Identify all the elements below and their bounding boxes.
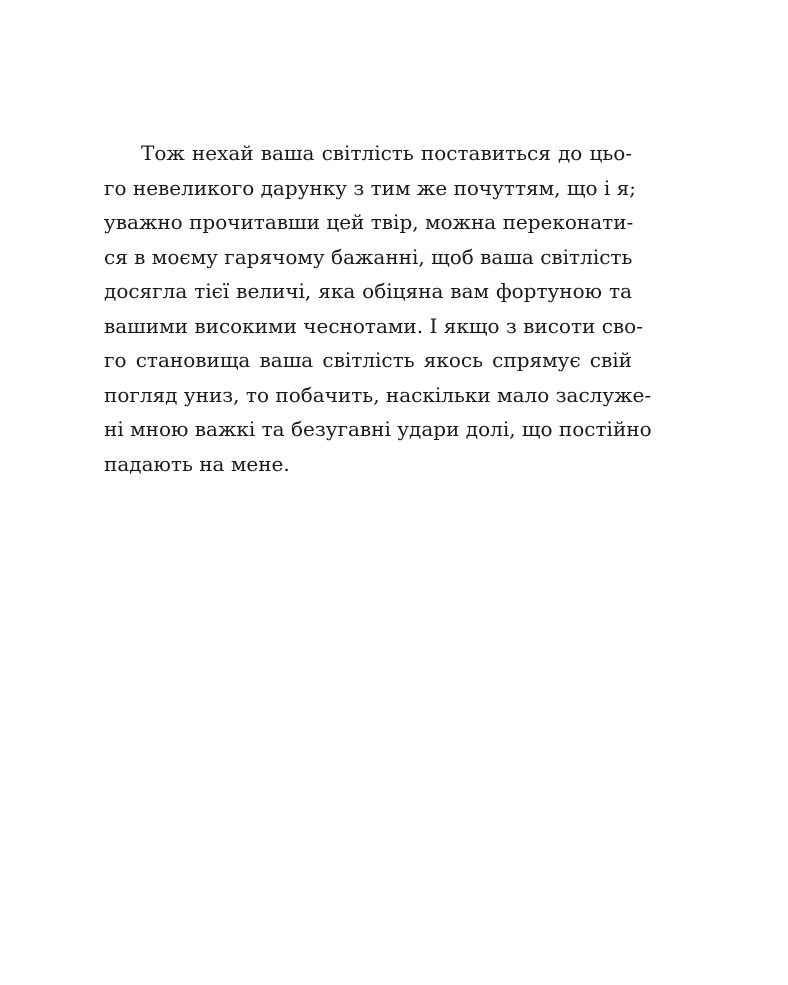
paragraph-line: падають на мене. xyxy=(104,451,290,476)
paragraph-line: ні мною важкі та безугавні удари долі, що постійно xyxy=(104,417,652,441)
paragraph-line: Тож нехай ваша світлість поставиться до цьо- xyxy=(141,141,632,165)
paragraph-line: уважно прочитавши цей твір, можна переконати- xyxy=(104,210,634,234)
paragraph-line: вашими високими чеснотами. І якщо з висоти сво- xyxy=(104,313,643,338)
paragraph-line: досягла тієї величі, яка обіцяна вам фортуною та xyxy=(104,279,632,303)
body-paragraph xyxy=(104,136,652,481)
paragraph-line: го невеликого дарунку з тим же почуттям, що і я; xyxy=(104,175,637,200)
paragraph-line: погляд униз, то побачить, наскільки мало заслуже- xyxy=(104,382,652,407)
paragraph-line: го становища ваша світлість якось спрямує свій xyxy=(104,348,632,372)
paragraph-line: ся в моєму гарячому бажанні, щоб ваша світлість xyxy=(104,244,633,269)
